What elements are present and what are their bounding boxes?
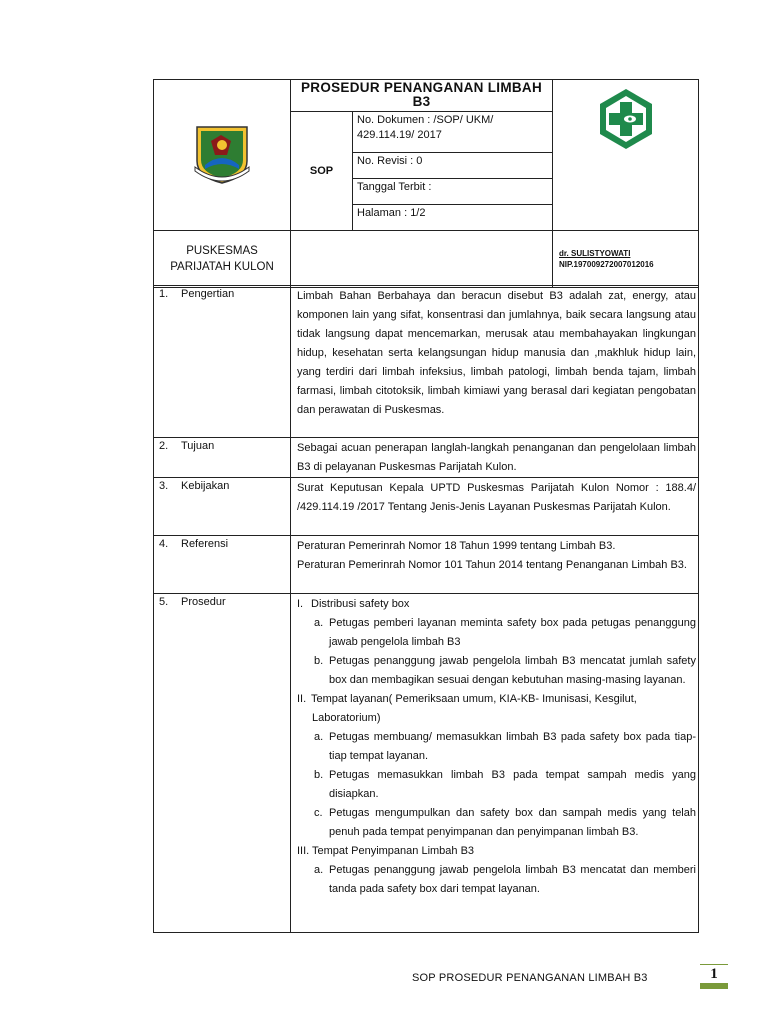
list-item: a. Petugas penanggung jawab pengelola limbah B3 mencatat dan memberi tanda pada safety box dari tempat layanan.	[314, 864, 696, 895]
row-label: 1. Pengertian	[154, 286, 291, 438]
list-item: b. Petugas memasukkan limbah B3 pada tempat sampah medis yang disiapkan.	[314, 769, 696, 800]
signer-nip: NIP.197009272007012016	[559, 260, 654, 269]
purpose-text: Sebagai acuan penerapan langlah-langkah penanganan dan pengelolaan limbah B3 di pelayanan Puskesmas Parijatah Kulon.	[291, 438, 699, 478]
footer-title: SOP PROSEDUR PENANGANAN LIMBAH B3	[412, 972, 648, 984]
puskesmas-logo-cell	[553, 80, 699, 231]
page-number-rule	[700, 964, 728, 965]
table-row	[154, 286, 699, 438]
page-number: 1	[710, 966, 718, 982]
puskesmas-logo-icon	[593, 86, 659, 152]
table-row	[154, 478, 699, 536]
reference-text: Peraturan Pemerinrah Nomor 18 Tahun 1999 tentang Limbah B3. Peraturan Pemerinrah Nomor 101 Tahun 2014 tentang Penanganan Limbah B3.	[291, 536, 699, 594]
policy-text: Surat Keputusan Kepala UPTD Puskesmas Parijatah Kulon Nomor : 188.4/ /429.114.19 /2017 Tentang Jenis-Jenis Layanan Puskesmas Parijatah Kulon.	[291, 478, 699, 536]
sop-content-table	[153, 285, 699, 933]
table-row	[154, 594, 699, 933]
procedure-section: III. Tempat Penyimpanan Limbah B3 a. Petugas penanggung jawab pengelola limbah B3 mencatat dan memberi tanda pada safety box dari tempat layanan.	[297, 842, 696, 899]
list-item: c. Petugas mengumpulkan dan safety box dan sampah medis yang telah penuh pada tempat penyimpanan dan penyimpanan limbah B3.	[314, 807, 696, 838]
sop-label: SOP	[291, 112, 353, 231]
list-item: a. Petugas pemberi layanan meminta safety box pada petugas penanggung jawab pengelola limbah B3	[314, 617, 696, 648]
document-title: PROSEDUR PENANGANAN LIMBAH B3	[291, 80, 553, 112]
table-row	[154, 536, 699, 594]
blank-cell	[291, 231, 553, 288]
regional-emblem-cell	[154, 80, 291, 231]
page-info: Halaman : 1/2	[353, 205, 553, 231]
sop-header-table	[153, 79, 699, 288]
org-line-2: PARIJATAH KULON	[170, 261, 274, 273]
list-item: a. Petugas membuang/ memasukkan limbah B3 pada safety box pada tiap-tiap tempat layanan.	[314, 731, 696, 762]
org-line-1: PUSKESMAS	[186, 245, 258, 257]
page-number-box	[700, 964, 728, 986]
procedure-section: II. Tempat layanan( Pemeriksaan umum, KIA-KB- Imunisasi, Kesgilut, Laboratorium) a. Petugas membuang/ memasukkan limbah B3 pada safety box pada tiap-tiap tempat layanan. b. Petugas memasukkan limbah B3 pada tempat sampah medis yang disiapkan. c. Petugas mengumpulkan dan safety box dan sampah medis yang telah penuh pada tempat penyimpanan dan penyimpanan limbah B3.	[297, 690, 696, 842]
page-number-bar	[700, 983, 728, 989]
row-label: 2. Tujuan	[154, 438, 291, 478]
regional-emblem-icon	[191, 121, 253, 185]
signer-name: dr. SULISTYOWATI	[559, 249, 631, 258]
row-label: 3. Kebijakan	[154, 478, 291, 536]
organization-name	[154, 231, 291, 288]
table-row	[154, 438, 699, 478]
procedure-section: I. Distribusi safety box a. Petugas pemberi layanan meminta safety box pada petugas penanggung jawab pengelola limbah B3 b. Petugas penanggung jawab pengelola limbah B3 mencatat jumlah safety box dan membagikan sesuai dengan kebutuhan masing-masing layanan.	[297, 595, 696, 690]
row-label: 4. Referensi	[154, 536, 291, 594]
row-label: 5. Prosedur	[154, 594, 291, 933]
procedure-text	[291, 594, 699, 933]
issue-date: Tanggal Terbit :	[353, 179, 553, 205]
signature-block	[553, 231, 699, 288]
revision-number: No. Revisi : 0	[353, 153, 553, 179]
list-item: b. Petugas penanggung jawab pengelola limbah B3 mencatat jumlah safety box dan membagikan sesuai dengan kebutuhan masing-masing layanan.	[314, 655, 696, 686]
definition-text: Limbah Bahan Berbahaya dan beracun disebut B3 adalah zat, energy, atau komponen lain yang sifat, konsentrasi dan jumlahnya, baik secara langsung atau tidak langsung dapat mencemarkan, merusak atau membahayakan lingkungan hidup, kesehatan serta kelangsungan hidup manusia dan ,makhluk hidup lain, yang terdiri dari limbah infeksius, limbah patologi, limbah benda tajam, limbah farmasi, limbah citotoksik, limbah kimiawi yang berasal dari kegiatan pengobatan dan perawatan di Puskesmas.	[291, 286, 699, 438]
document-number: No. Dokumen : /SOP/ UKM/ 429.114.19/ 2017	[353, 112, 553, 153]
